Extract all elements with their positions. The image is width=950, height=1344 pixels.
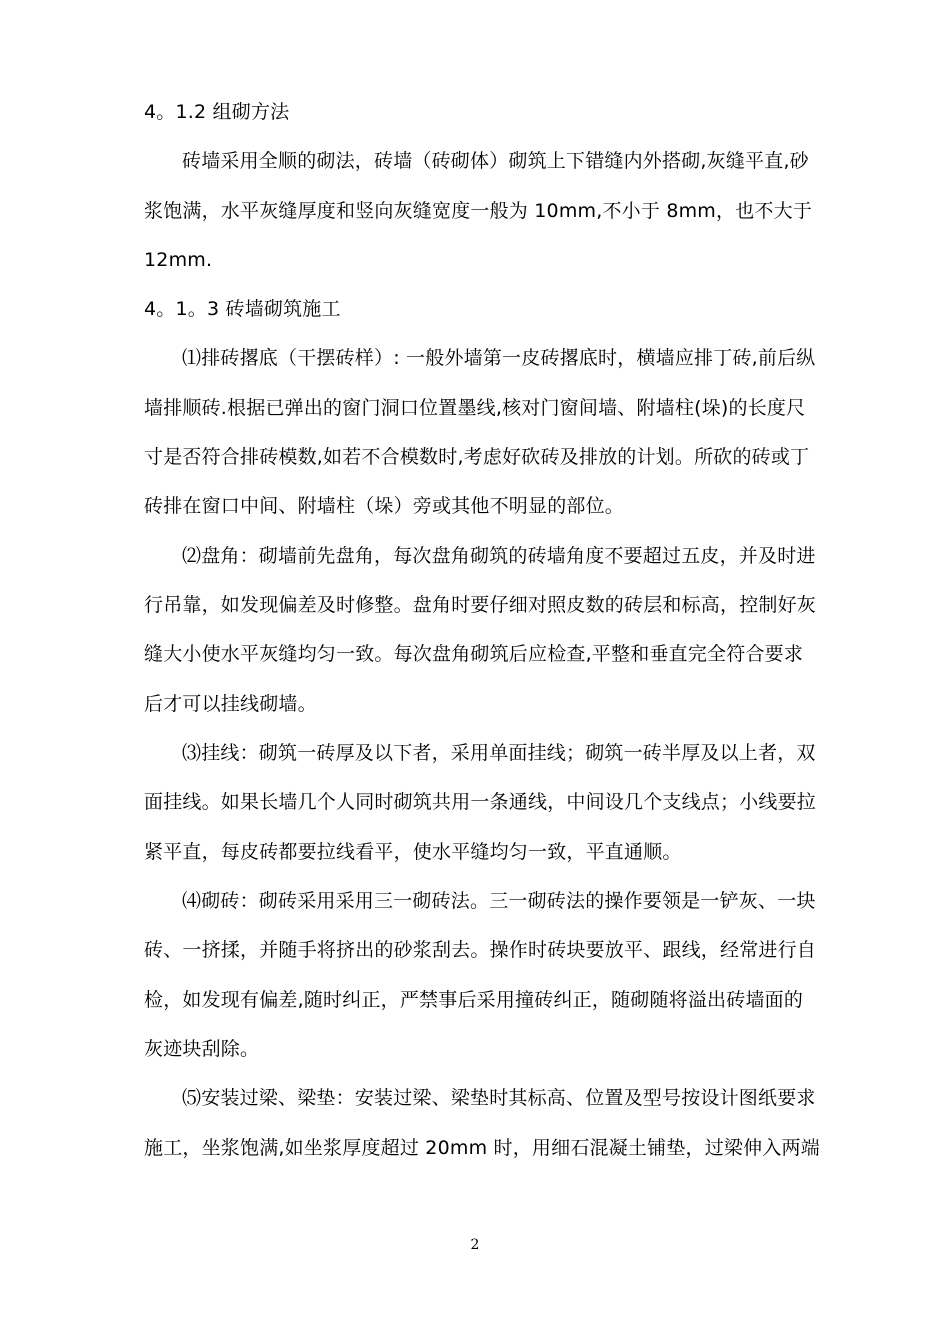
paragraph-line: 墙排顺砖.根据已弹出的窗门洞口位置墨线,核对门窗间墙、附墙柱(垛)的长度尺 — [144, 397, 806, 419]
heading-4-1-2: 4。1.2 组砌方法 — [144, 101, 290, 123]
paragraph-line: 12mm. — [144, 249, 213, 271]
paragraph-line: 砖、一挤揉，并随手将挤出的砂浆刮去。操作时砖块要放平、跟线，经常进行自 — [144, 939, 817, 961]
paragraph-line: ⑵盘角：砌墙前先盘角，每次盘角砌筑的砖墙角度不要超过五皮，并及时进 — [182, 545, 816, 567]
paragraph-line: 施工，坐浆饱满,如坐浆厚度超过 20mm 时，用细石混凝土铺垫，过梁伸入两端 — [144, 1137, 820, 1159]
paragraph-line: ⑷砌砖：砌砖采用采用三一砌砖法。三一砌砖法的操作要领是一铲灰、一块 — [182, 890, 816, 912]
paragraph-line: 寸是否符合排砖模数,如若不合模数时,考虑好砍砖及排放的计划。所砍的砖或丁 — [144, 446, 810, 468]
heading-4-1-3: 4。1。3 砖墙砌筑施工 — [144, 298, 341, 320]
paragraph-line: 后才可以挂线砌墙。 — [144, 693, 317, 715]
paragraph-line: 紧平直，每皮砖都要拉线看平，使水平缝均匀一致，平直通顺。 — [144, 841, 682, 863]
paragraph-line: ⑸安装过梁、梁垫：安装过梁、梁垫时其标高、位置及型号按设计图纸要求 — [182, 1087, 816, 1109]
page-number: 2 — [470, 1237, 480, 1253]
paragraph-line: 灰迹块刮除。 — [144, 1038, 260, 1060]
paragraph-line: ⑶挂线：砌筑一砖厚及以下者，采用单面挂线；砌筑一砖半厚及以上者，双 — [182, 742, 816, 764]
paragraph-line: 检，如发现有偏差,随时纠正，严禁事后采用撞砖纠正，随砌随将溢出砖墙面的 — [144, 989, 804, 1011]
paragraph-line: 砖墙采用全顺的砌法，砖墙（砖砌体）砌筑上下错缝内外搭砌,灰缝平直,砂 — [182, 150, 809, 172]
paragraph-line: 行吊靠，如发现偏差及时修整。盘角时要仔细对照皮数的砖层和标高，控制好灰 — [144, 594, 817, 616]
paragraph-line: 面挂线。如果长墙几个人同时砌筑共用一条通线，中间设几个支线点；小线要拉 — [144, 791, 817, 813]
paragraph-line: 浆饱满，水平灰缝厚度和竖向灰缝宽度一般为 10mm,不小于 8mm，也不大于 — [144, 200, 813, 222]
paragraph-line: 砖排在窗口中间、附墙柱（垛）旁或其他不明显的部位。 — [144, 495, 625, 517]
paragraph-line: 缝大小使水平灰缝均匀一致。每次盘角砌筑后应检查,平整和垂直完全符合要求 — [144, 643, 804, 665]
paragraph-line: ⑴排砖撂底（干摆砖样）: 一般外墙第一皮砖撂底时，横墙应排丁砖,前后纵 — [182, 347, 816, 369]
